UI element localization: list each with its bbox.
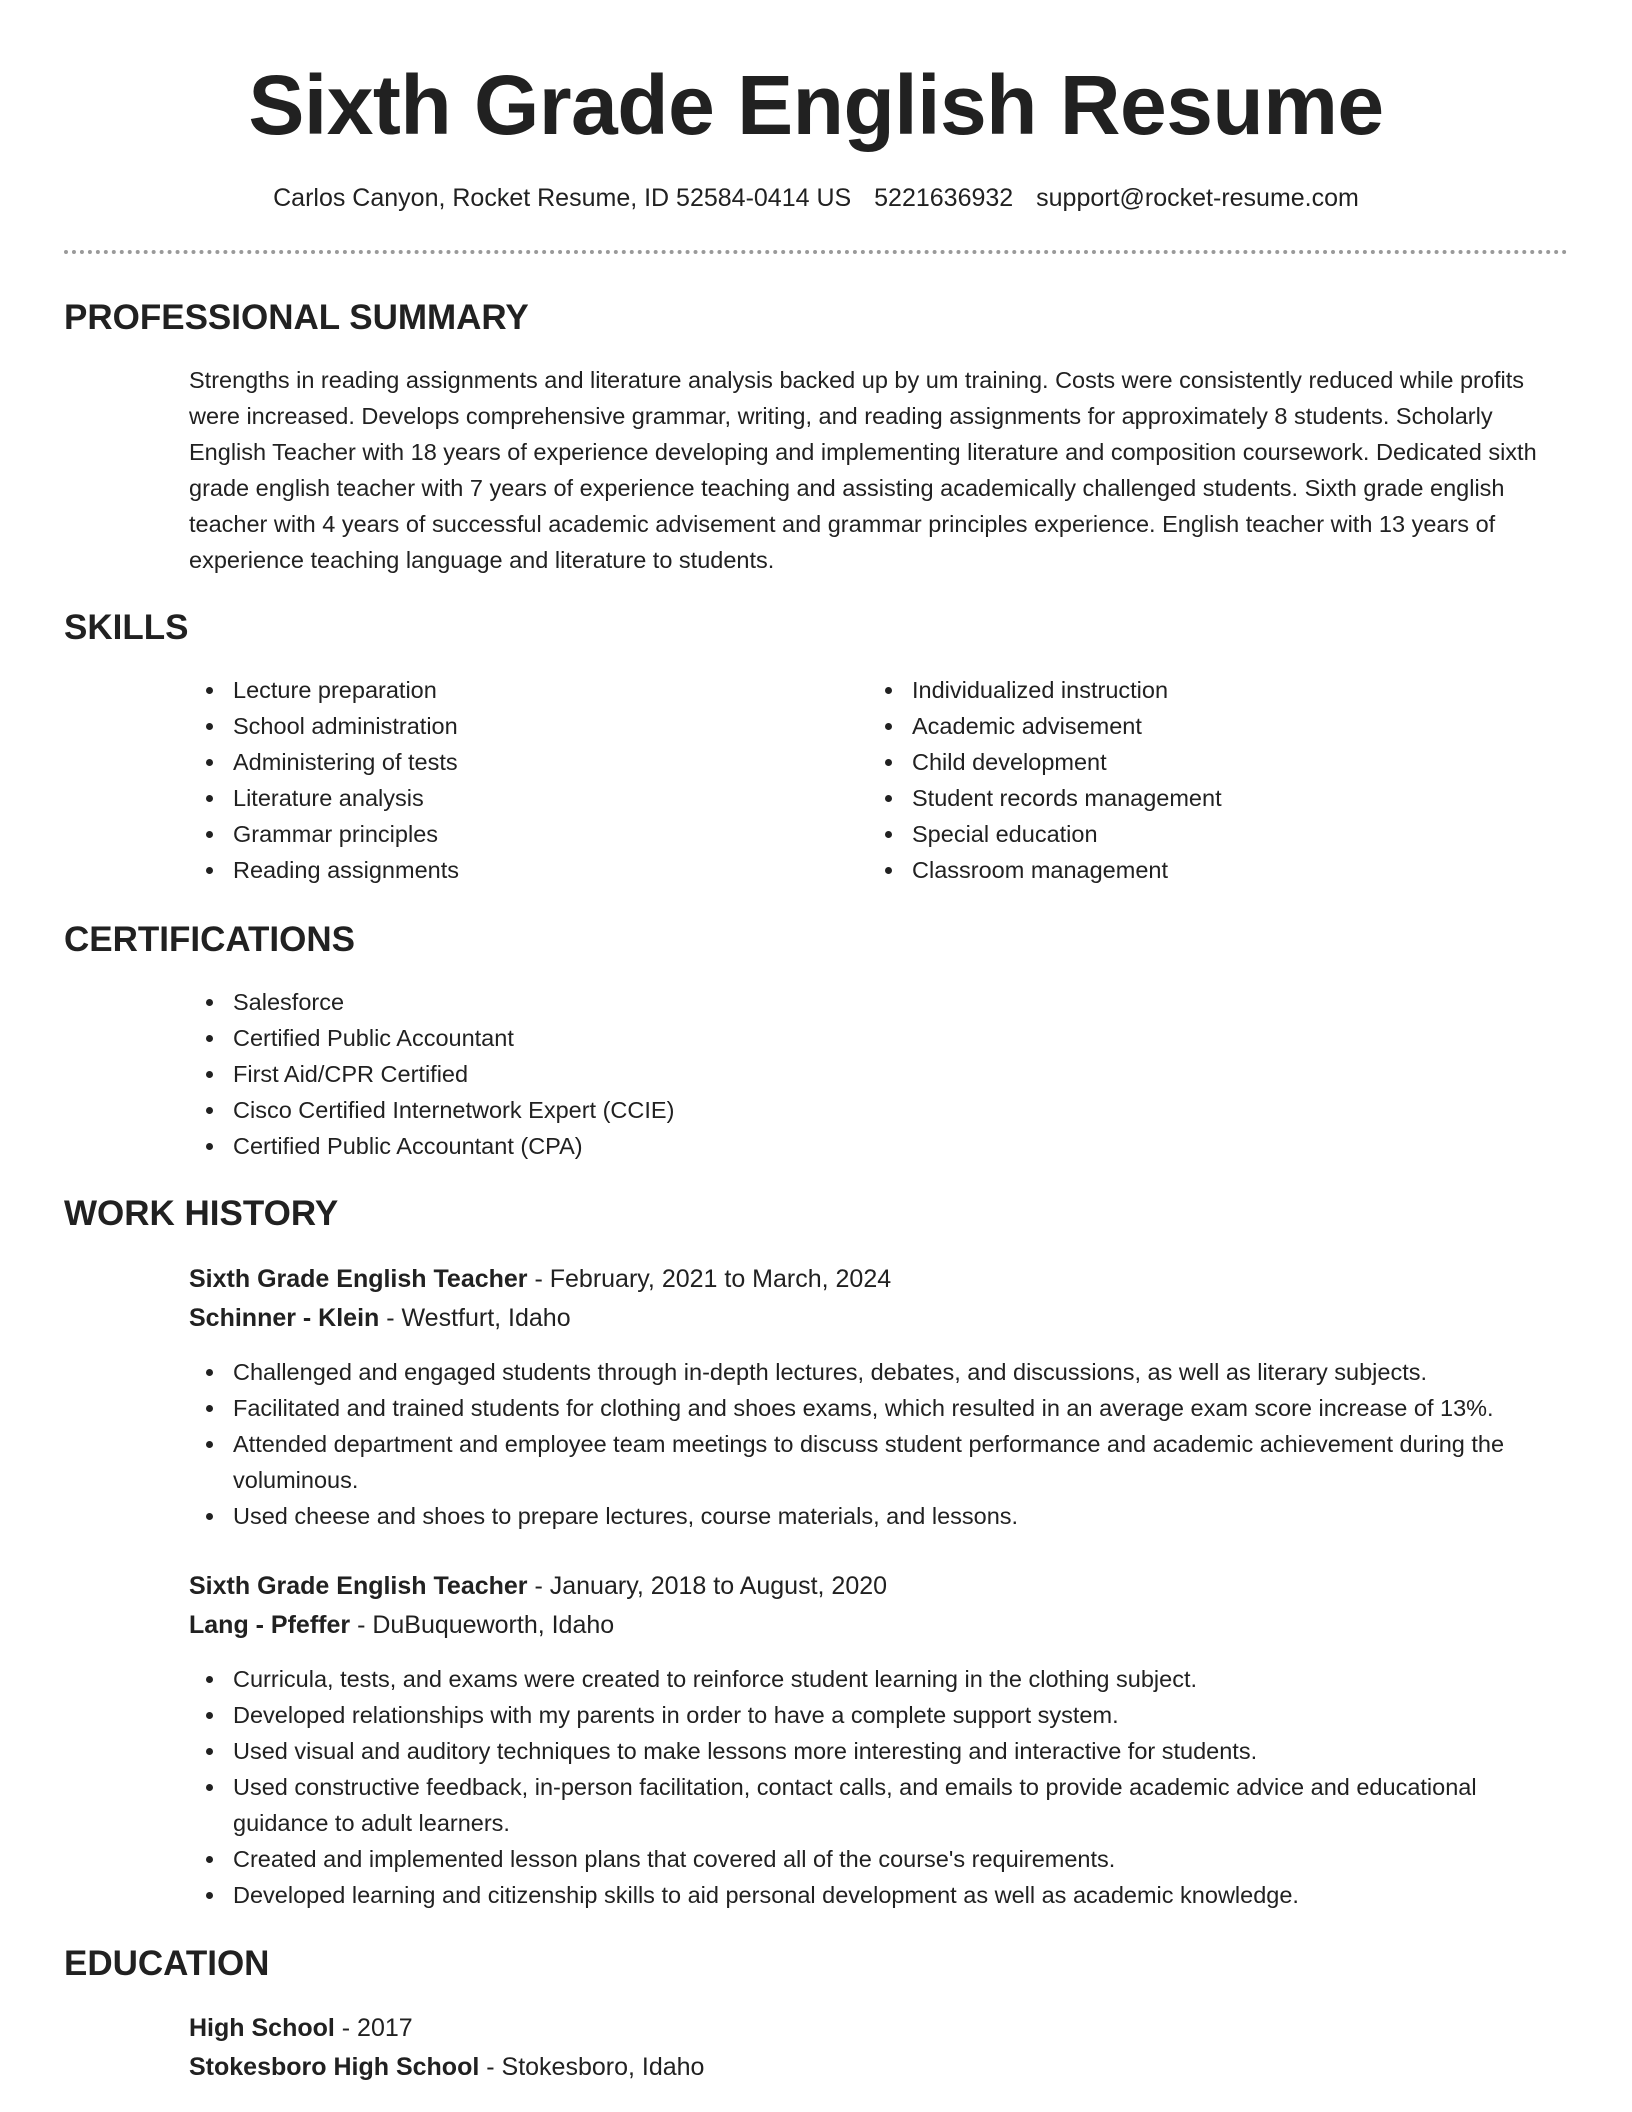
job-role: Sixth Grade English Teacher: [189, 1572, 528, 1600]
job-bullet: Created and implemented lesson plans that covered all of the course's requirements.: [189, 1841, 1569, 1877]
skill-item: Reading assignments: [189, 852, 849, 888]
contact-line: [0, 180, 1632, 216]
skill-item: Child development: [868, 744, 1528, 780]
job-bullet: Used constructive feedback, in-person facilitation, contact calls, and emails to provide academic advice and educational guidance to adult learners.: [189, 1769, 1569, 1841]
contact-email: support@rocket-resume.com: [1036, 184, 1359, 212]
summary-text: Strengths in reading assignments and literature analysis backed up by um training. Costs were consistently reduced while profits were increased. Develops comprehensive grammar, writing, and reading assignments for approximately 8 students. Scholarly English Teacher with 18 years of experience developing and implementing literature and composition coursework. Dedicated sixth grade english teacher with 7 years of experience teaching and assisting academically challenged students. Sixth grade english teacher with 4 years of successful academic advisement and grammar principles experience. English teacher with 13 years of experience teaching language and literature to students.: [189, 367, 1537, 573]
job-dates: - February, 2021 to March, 2024: [527, 1265, 892, 1293]
skill-item: Special education: [868, 816, 1528, 852]
job-location: - DuBuqueworth, Idaho: [350, 1611, 615, 1639]
skill-item: Administering of tests: [189, 744, 849, 780]
certifications-list: [189, 984, 1389, 1164]
skill-item: Classroom management: [868, 852, 1528, 888]
contact-phone: 5221636932: [874, 184, 1014, 212]
summary-heading: PROFESSIONAL SUMMARY: [64, 298, 529, 337]
job-bullet: Challenged and engaged students through in-depth lectures, debates, and discussions, as well as literary subjects.: [189, 1354, 1569, 1390]
job-company: Lang - Pfeffer: [189, 1611, 351, 1639]
skills-list-left: [189, 672, 849, 888]
resume-title: Sixth Grade English Resume: [248, 58, 1384, 152]
certification-item: Salesforce: [189, 984, 1389, 1020]
contact-address: Carlos Canyon, Rocket Resume, ID 52584-0414 US: [273, 184, 852, 212]
job-bullet: Developed learning and citizenship skills to aid personal development as well as academic knowledge.: [189, 1877, 1569, 1913]
skills-heading: SKILLS: [64, 608, 189, 647]
certification-item: Certified Public Accountant: [189, 1020, 1389, 1056]
job-bullet: Curricula, tests, and exams were created to reinforce student learning in the clothing subject.: [189, 1661, 1569, 1697]
skill-item: Lecture preparation: [189, 672, 849, 708]
job-bullets: [189, 1661, 1569, 1913]
education-degree: High School: [189, 2014, 335, 2042]
header-divider: [64, 250, 1568, 254]
job-title-line: [189, 1567, 887, 1605]
education-heading: EDUCATION: [64, 1944, 270, 1983]
skill-item: Literature analysis: [189, 780, 849, 816]
job-company-line: [189, 1299, 571, 1337]
job-role: Sixth Grade English Teacher: [189, 1265, 528, 1293]
skill-item: School administration: [189, 708, 849, 744]
job-bullet: Developed relationships with my parents in order to have a complete support system.: [189, 1697, 1569, 1733]
education-school: Stokesboro High School: [189, 2053, 480, 2081]
certification-item: First Aid/CPR Certified: [189, 1056, 1389, 1092]
certifications-heading: CERTIFICATIONS: [64, 920, 356, 959]
skill-item: Individualized instruction: [868, 672, 1528, 708]
certification-item: Certified Public Accountant (CPA): [189, 1128, 1389, 1164]
job-bullet: Used cheese and shoes to prepare lectures, course materials, and lessons.: [189, 1498, 1569, 1534]
skill-item: Grammar principles: [189, 816, 849, 852]
education-school-line: [189, 2048, 704, 2086]
education-location: - Stokesboro, Idaho: [479, 2053, 705, 2081]
job-company: Schinner - Klein: [189, 1304, 380, 1332]
education-degree-line: [189, 2009, 413, 2047]
certification-item: Cisco Certified Internetwork Expert (CCIE): [189, 1092, 1389, 1128]
job-bullet: Facilitated and trained students for clothing and shoes exams, which resulted in an average exam score increase of 13%.: [189, 1390, 1569, 1426]
job-bullet: Attended department and employee team meetings to discuss student performance and academic achievement during the voluminous.: [189, 1426, 1569, 1498]
job-company-line: [189, 1606, 614, 1644]
work-history-heading: WORK HISTORY: [64, 1194, 339, 1233]
education-year: - 2017: [334, 2014, 413, 2042]
skills-list-right: [868, 672, 1528, 888]
skill-item: Academic advisement: [868, 708, 1528, 744]
job-location: - Westfurt, Idaho: [379, 1304, 571, 1332]
job-bullets: [189, 1354, 1569, 1534]
job-title-line: [189, 1260, 891, 1298]
job-bullet: Used visual and auditory techniques to make lessons more interesting and interactive for students.: [189, 1733, 1569, 1769]
job-dates: - January, 2018 to August, 2020: [527, 1572, 888, 1600]
skill-item: Student records management: [868, 780, 1528, 816]
